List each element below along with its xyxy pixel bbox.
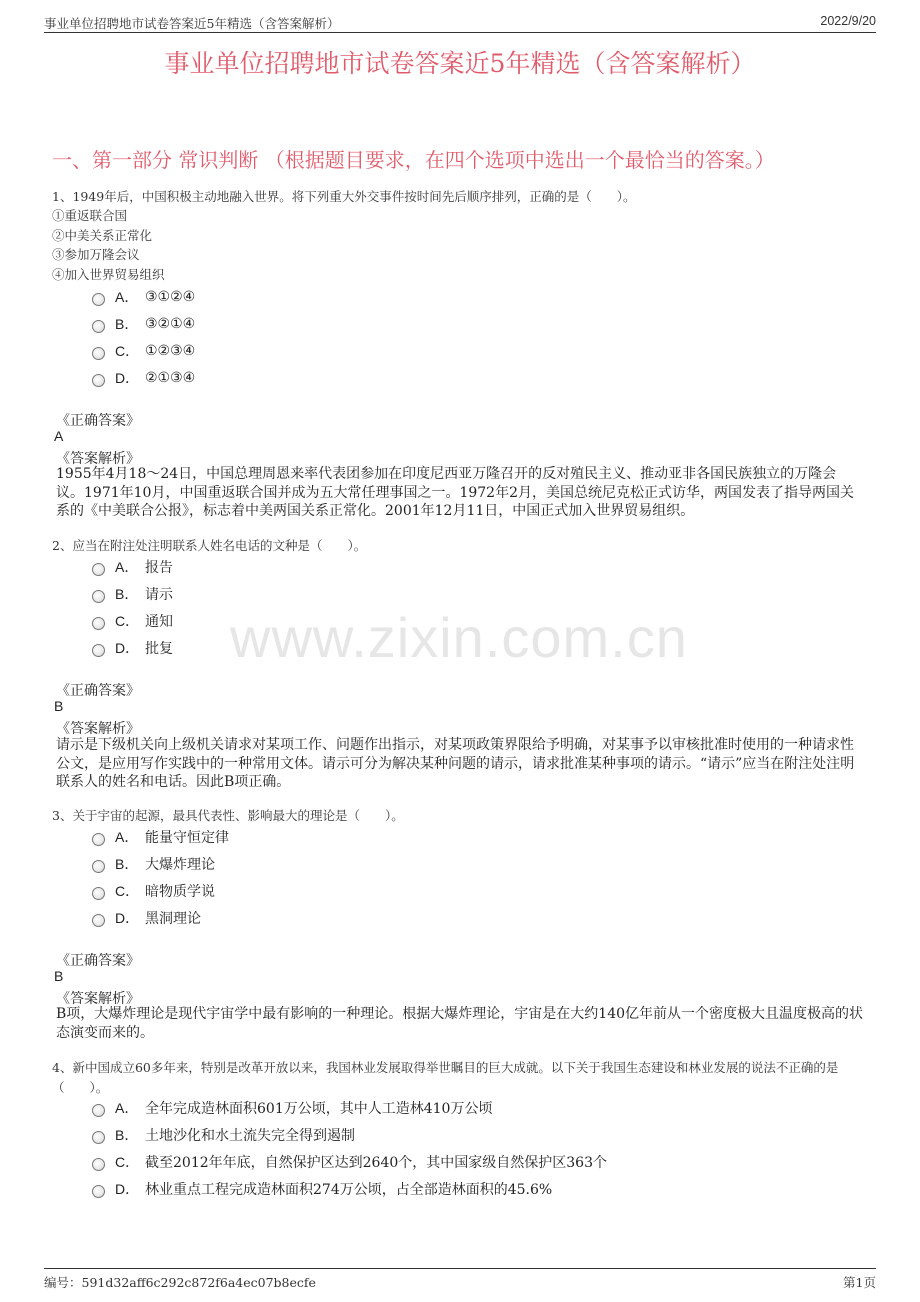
radio-icon[interactable] [92,563,105,576]
option-key: A． [115,829,139,845]
radio-icon[interactable] [92,860,105,873]
radio-icon[interactable] [92,1158,105,1171]
question-1-item: ③参加万隆会议 [52,247,140,262]
analysis-label: 《答案解析》 [56,991,140,1007]
option-key: B． [115,856,139,872]
correct-answer: B [54,968,64,984]
correct-answer-label: 《正确答案》 [56,413,140,429]
question-3-option-d[interactable] [92,908,201,928]
option-text: ③①②④ [145,289,196,305]
option-text: 暗物质学说 [145,884,215,900]
question-2-option-b[interactable] [92,584,173,604]
radio-icon[interactable] [92,617,105,630]
question-1-option-a[interactable] [92,287,195,307]
option-key: A． [115,1100,139,1116]
option-text: 批复 [145,641,173,657]
question-1-item: ①重返联合国 [52,208,128,223]
question-2-option-a[interactable] [92,557,173,577]
page-footer [44,1268,876,1293]
option-text: 大爆炸理论 [145,857,215,873]
header-date: 2022/9/20 [820,14,876,28]
question-1-item: ②中美关系正常化 [52,228,153,243]
page-header [44,10,876,33]
analysis-label: 《答案解析》 [56,721,140,737]
analysis-label: 《答案解析》 [56,451,140,467]
radio-icon[interactable] [92,1131,105,1144]
question-3-option-a[interactable] [92,827,229,847]
option-key: D． [115,1181,140,1197]
question-1-stem: 1、1949年后，中国积极主动地融入世界。将下列重大外交事件按时间先后顺序排列，正确的是（ ）。 [52,189,636,204]
question-1-option-c[interactable] [92,341,195,361]
analysis-text: 1955年4月18～24日，中国总理周恩来率代表团参加在印度尼西亚万隆召开的反对殖民主义、推动亚非各国民族独立的万隆会议。1971年10月，中国重返联合国并成为五大常任理事国之一。1972年2月，美国总统尼克松正式访华，两国发表了指导两国关系的《中美联合公报》，标志着中美两国关系正常化。2001年12月11日，中国正式加入世界贸易组织。 [56,466,854,520]
page-number: 第1页 [843,1275,876,1290]
question-1-option-b[interactable] [92,314,195,334]
question-3-stem: 3、关于宇宙的起源，最具代表性、影响最大的理论是（ ）。 [52,808,404,823]
header-doc-title: 事业单位招聘地市试卷答案近5年精选（含答案解析） [44,16,340,31]
option-text: 请示 [145,587,173,603]
option-key: D． [115,910,140,926]
question-1-item: ④加入世界贸易组织 [52,267,165,282]
option-key: C． [115,343,140,359]
option-key: B． [115,586,139,602]
option-text: 截至2012年年底，自然保护区达到2640个，其中国家级自然保护区363个 [145,1155,607,1171]
option-key: B． [115,1127,139,1143]
radio-icon[interactable] [92,644,105,657]
option-text: 土地沙化和水土流失完全得到遏制 [145,1128,355,1144]
radio-icon[interactable] [92,590,105,603]
option-text: ①②③④ [145,343,196,359]
question-2-stem: 2、应当在附注处注明联系人姓名电话的文种是（ ）。 [52,538,367,553]
radio-icon[interactable] [92,887,105,900]
section-heading: 一、第一部分 常识判断 （根据题目要求，在四个选项中选出一个最恰当的答案。） [52,148,775,172]
question-3-option-c[interactable] [92,881,215,901]
option-text: 全年完成造林面积601万公顷，其中人工造林410万公顷 [145,1101,493,1117]
option-key: D． [115,640,140,656]
option-key: A． [115,559,139,575]
option-key: D． [115,370,140,386]
option-key: C． [115,883,140,899]
question-4-option-b[interactable] [92,1125,355,1145]
option-key: C． [115,613,140,629]
option-key: C． [115,1154,140,1170]
question-2-option-d[interactable] [92,638,173,658]
radio-icon[interactable] [92,347,105,360]
option-text: 林业重点工程完成造林面积274万公顷，占全部造林面积的45.6% [145,1182,553,1198]
option-text: 能量守恒定律 [145,830,229,846]
option-text: ②①③④ [145,370,196,386]
radio-icon[interactable] [92,293,105,306]
document-id: 编号：591d32aff6c292c872f6a4ec07b8ecfe [44,1275,316,1290]
radio-icon[interactable] [92,833,105,846]
radio-icon[interactable] [92,320,105,333]
correct-answer: A [54,428,64,444]
page-title: 事业单位招聘地市试卷答案近5年精选（含答案解析） [164,49,756,78]
question-3-option-b[interactable] [92,854,215,874]
option-text: 报告 [145,560,173,576]
analysis-text: B项，大爆炸理论是现代宇宙学中最有影响的一种理论。根据大爆炸理论，宇宙是在大约140亿年前从一个密度极大且温度极高的状态演变而来的。 [56,1006,864,1041]
option-text: ③②①④ [145,316,196,332]
radio-icon[interactable] [92,914,105,927]
question-4-option-d[interactable] [92,1179,552,1199]
correct-answer: B [54,698,64,714]
question-4-stem: 4、新中国成立60多年来，特别是改革开放以来，我国林业发展取得举世瞩目的巨大成就。以下关于我国生态建设和林业发展的说法不正确的是（ ）。 [52,1060,839,1095]
radio-icon[interactable] [92,1104,105,1117]
question-1-option-d[interactable] [92,368,195,388]
option-text: 通知 [145,614,173,630]
question-4-option-a[interactable] [92,1098,492,1118]
analysis-text: 请示是下级机关向上级机关请求对某项工作、问题作出指示，对某项政策界限给予明确，对某事予以审核批准时使用的一种请求性公文，是应用写作实践中的一种常用文体。请示可分为解决某种问题的请示，请求批准某种事项的请示。“请示”应当在附注处注明联系人的姓名和电话。因此B项正确。 [56,737,855,791]
correct-answer-label: 《正确答案》 [56,683,140,699]
watermark: www.zixin.com.cn [230,606,688,669]
question-2-option-c[interactable] [92,611,173,631]
question-4-option-c[interactable] [92,1152,607,1172]
correct-answer-label: 《正确答案》 [56,953,140,969]
radio-icon[interactable] [92,374,105,387]
option-key: A． [115,289,139,305]
radio-icon[interactable] [92,1185,105,1198]
option-key: B． [115,316,139,332]
option-text: 黑洞理论 [145,911,201,927]
